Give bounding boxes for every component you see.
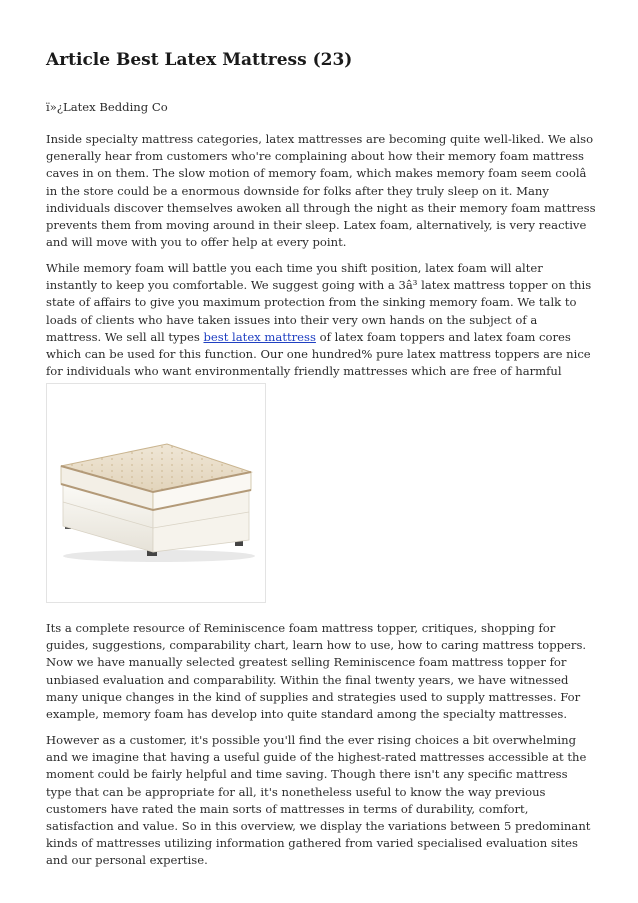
paragraph-4: However as a customer, it's possible you'll find the ever rising choices a bit overwhelming and we imagine that having a useful guide of the highest-rated mattresses accessible at the moment could be fairly helpful and time saving. Though there isn't any specific mattress type that can be appropriate for all, it's nonetheless useful to know the way previous customers have rated the main sorts of mattresses in terms of durability, comfort, satisfaction and value. So in this overview, we display the variations between 5 predominant kinds of mattresses utilizing information gathered from varied specialised evaluation sites and our personal expertise.	[46, 733, 591, 868]
mattress-image	[46, 383, 266, 603]
paragraph-3: Its a complete resource of Reminiscence foam mattress topper, critiques, shopping for guides, suggestions, comparability chart, learn how to use, how to caring mattress toppers. Now we have manually selected greatest selling Reminiscence foam mattress topper for unbiased evaluation and comparability. Within the final twenty years, we have witnessed many unique changes in the kind of supplies and strategies used to supply mattresses. For example, memory foam has develop into quite standard among the specialty mattresses.	[46, 621, 587, 722]
paragraph-2-text-after: of latex foam toppers and latex foam cores which can be used for this function. Our one hundred% pure latex mattress toppers are nice for individuals who want environmentally friendly mattresses which are free of harmful	[46, 329, 591, 379]
mattress-illustration	[47, 384, 267, 604]
mattress-shadow	[63, 550, 255, 562]
paragraph-2	[46, 260, 596, 398]
best-latex-mattress-link[interactable]: best latex mattress	[203, 329, 316, 344]
paragraph-2-text-before: While memory foam will battle you each time you shift position, latex foam will alter instantly to keep you comfortable. We suggest going with a 3â³ latex mattress topper on this state of affairs to give you maximum protection from the sinking memory foam. We talk to loads of clients who have taken issues into their very own hands on the subject of a mattress. We sell all types	[46, 261, 592, 344]
article-title: Article Best Latex Mattress (23)	[46, 50, 353, 70]
paragraph-1: Inside specialty mattress categories, latex mattresses are becoming quite well-liked. We also generally hear from customers who're complaining about how their memory foam mattress caves in on them. The slow motion of memory foam, which makes memory foam seem coolâ in the store could be a enormous downside for folks after they truly sleep on it. Many individuals discover themselves awoken all through the night as their memory foam mattress prevents them from moving around in their sleep. Latex foam, alternatively, is very reactive and will move with you to offer help at every point.	[46, 132, 596, 250]
article-subtitle: ï»¿Latex Bedding Co	[46, 100, 168, 114]
